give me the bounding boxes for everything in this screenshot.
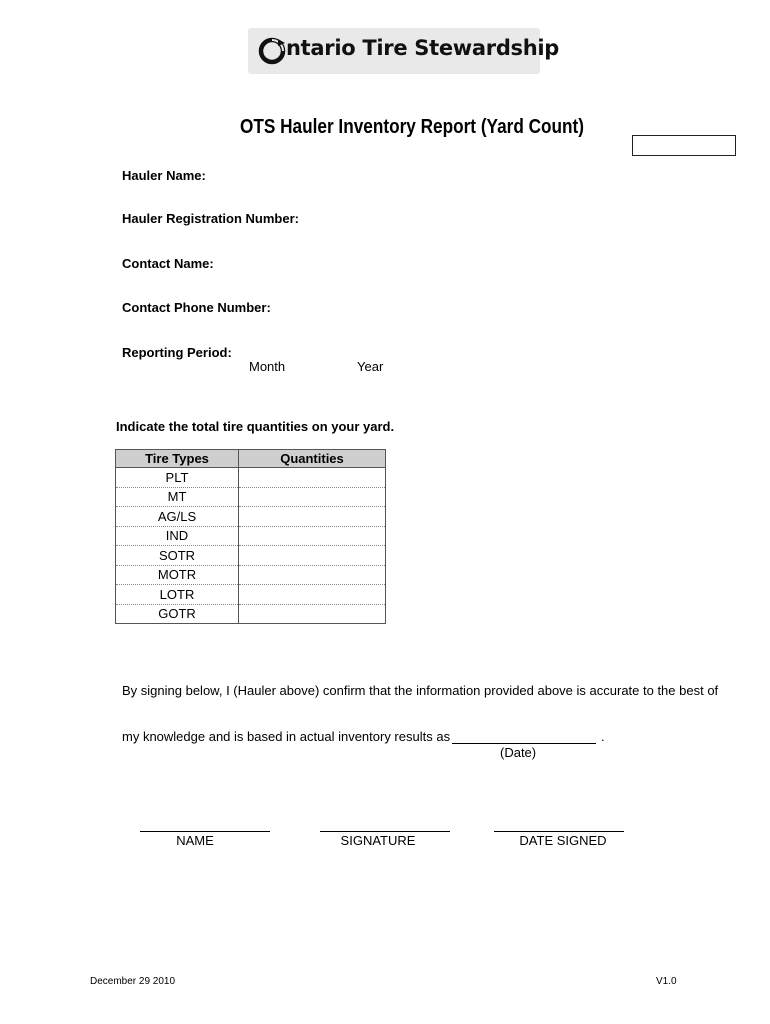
month-label: Month — [249, 359, 286, 374]
quantity-cell[interactable] — [239, 468, 386, 488]
declaration-line-1: By signing below, I (Hauler above) confirm that the information provided above is accurate to the best of — [122, 683, 719, 698]
header-quantities: Quantities — [239, 450, 386, 468]
contact-phone-label: Contact Phone Number: — [122, 300, 271, 315]
name-label: NAME — [176, 833, 214, 848]
tire-quantity-table — [115, 449, 386, 624]
footer-version: V1.0 — [656, 976, 677, 987]
contact-name-label: Contact Name: — [122, 256, 214, 271]
page-title: OTS Hauler Inventory Report (Yard Count) — [239, 116, 585, 138]
tire-type-cell: GOTR — [116, 604, 239, 624]
quantity-cell[interactable] — [239, 565, 386, 585]
tire-type-cell: MT — [116, 487, 239, 507]
date-input-line[interactable] — [452, 743, 596, 744]
table-row — [116, 526, 386, 546]
signature-line[interactable] — [320, 831, 450, 832]
ots-logo — [248, 28, 560, 74]
quantity-cell[interactable] — [239, 585, 386, 605]
table-row — [116, 546, 386, 566]
quantity-cell[interactable] — [239, 604, 386, 624]
date-signed-line[interactable] — [494, 831, 624, 832]
logo-text: ntario Tire Stewardship — [286, 36, 560, 60]
quantity-cell[interactable] — [239, 546, 386, 566]
table-row — [116, 585, 386, 605]
date-caption: (Date) — [500, 745, 537, 760]
table-row — [116, 487, 386, 507]
reporting-period-label: Reporting Period: — [122, 345, 232, 360]
table-row — [116, 507, 386, 527]
date-signed-label: DATE SIGNED — [519, 833, 607, 848]
signature-label: SIGNATURE — [340, 833, 416, 848]
tire-type-cell: IND — [116, 526, 239, 546]
tire-type-cell: MOTR — [116, 565, 239, 585]
report-id-box[interactable] — [632, 135, 736, 156]
table-row — [116, 604, 386, 624]
registration-number-label: Hauler Registration Number: — [122, 211, 299, 226]
table-row — [116, 468, 386, 488]
tire-type-cell: LOTR — [116, 585, 239, 605]
tire-logo-icon — [258, 37, 286, 65]
instructions: Indicate the total tire quantities on your yard. — [116, 419, 395, 434]
hauler-name-label: Hauler Name: — [122, 168, 206, 183]
declaration-line-2: my knowledge and is based in actual inventory results as — [122, 729, 451, 744]
quantity-cell[interactable] — [239, 526, 386, 546]
year-label: Year — [357, 359, 384, 374]
tire-type-cell: SOTR — [116, 546, 239, 566]
quantity-cell[interactable] — [239, 487, 386, 507]
footer-date: December 29 2010 — [90, 976, 176, 987]
declaration-period: . — [601, 729, 605, 744]
header-tire-types: Tire Types — [116, 450, 239, 468]
name-line[interactable] — [140, 831, 270, 832]
table-row — [116, 565, 386, 585]
tire-type-cell: PLT — [116, 468, 239, 488]
quantity-cell[interactable] — [239, 507, 386, 527]
tire-type-cell: AG/LS — [116, 507, 239, 527]
